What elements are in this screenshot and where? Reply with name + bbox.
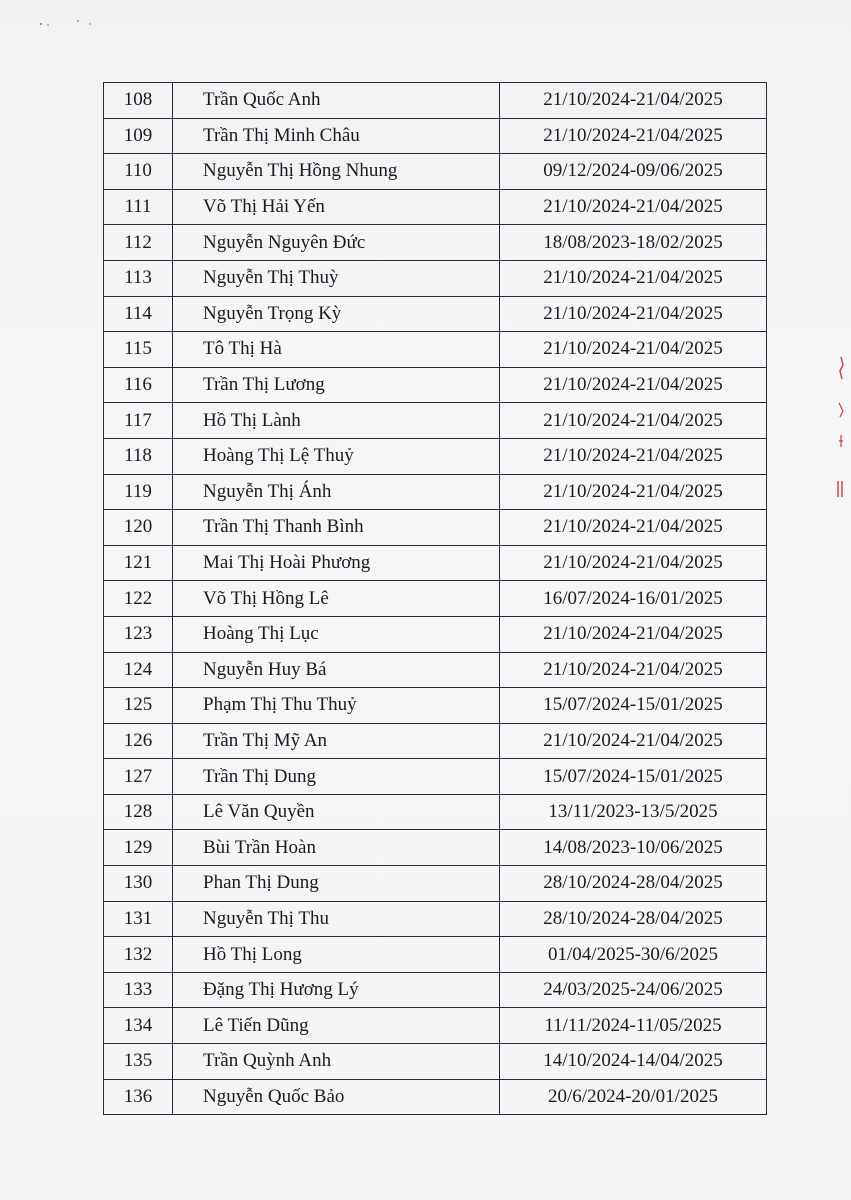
date-range-cell: 09/12/2024-09/06/2025 <box>500 154 767 190</box>
row-number-cell: 122 <box>104 581 173 617</box>
date-range-cell: 21/10/2024-21/04/2025 <box>500 652 767 688</box>
table-row <box>104 438 767 474</box>
date-range-cell: 21/10/2024-21/04/2025 <box>500 118 767 154</box>
person-name-cell: Trần Thị Mỹ An <box>173 723 500 759</box>
person-name-cell: Võ Thị Hồng Lê <box>173 581 500 617</box>
person-name-cell: Trần Thị Dung <box>173 759 500 795</box>
date-range-cell: 18/08/2023-18/02/2025 <box>500 225 767 261</box>
person-name-cell: Trần Thị Thanh Bình <box>173 510 500 546</box>
table-body <box>104 83 767 1115</box>
person-name-cell: Nguyễn Quốc Bảo <box>173 1079 500 1115</box>
person-name-cell: Bùi Trần Hoàn <box>173 830 500 866</box>
person-name-cell: Hoàng Thị Lục <box>173 616 500 652</box>
person-name-cell: Hồ Thị Lành <box>173 403 500 439</box>
row-number-cell: 110 <box>104 154 173 190</box>
table-row <box>104 723 767 759</box>
person-name-cell: Phan Thị Dung <box>173 866 500 902</box>
date-range-cell: 15/07/2024-15/01/2025 <box>500 759 767 795</box>
date-range-cell: 14/10/2024-14/04/2025 <box>500 1044 767 1080</box>
table-row <box>104 759 767 795</box>
row-number-cell: 120 <box>104 510 173 546</box>
row-number-cell: 124 <box>104 652 173 688</box>
table-row <box>104 688 767 724</box>
row-number-cell: 116 <box>104 367 173 403</box>
row-number-cell: 132 <box>104 937 173 973</box>
table-row <box>104 581 767 617</box>
date-range-cell: 01/04/2025-30/6/2025 <box>500 937 767 973</box>
person-name-cell: Nguyễn Nguyên Đức <box>173 225 500 261</box>
row-number-cell: 129 <box>104 830 173 866</box>
row-number-cell: 133 <box>104 972 173 1008</box>
row-number-cell: 112 <box>104 225 173 261</box>
date-range-cell: 16/07/2024-16/01/2025 <box>500 581 767 617</box>
date-range-cell: 11/11/2024-11/05/2025 <box>500 1008 767 1044</box>
person-name-cell: Nguyễn Thị Thu <box>173 901 500 937</box>
table-row <box>104 616 767 652</box>
table-row <box>104 403 767 439</box>
person-name-cell: Mai Thị Hoài Phương <box>173 545 500 581</box>
person-name-cell: Nguyễn Thị Hồng Nhung <box>173 154 500 190</box>
table-row <box>104 332 767 368</box>
row-number-cell: 118 <box>104 438 173 474</box>
person-name-cell: Tô Thị Hà <box>173 332 500 368</box>
table-row <box>104 972 767 1008</box>
row-number-cell: 114 <box>104 296 173 332</box>
row-number-cell: 109 <box>104 118 173 154</box>
table-row <box>104 118 767 154</box>
person-name-cell: Lê Văn Quyền <box>173 794 500 830</box>
table-row <box>104 510 767 546</box>
table-row <box>104 474 767 510</box>
date-range-cell: 21/10/2024-21/04/2025 <box>500 332 767 368</box>
row-number-cell: 127 <box>104 759 173 795</box>
date-range-cell: 21/10/2024-21/04/2025 <box>500 545 767 581</box>
date-range-cell: 21/10/2024-21/04/2025 <box>500 367 767 403</box>
table-row <box>104 260 767 296</box>
date-range-cell: 21/10/2024-21/04/2025 <box>500 723 767 759</box>
row-number-cell: 115 <box>104 332 173 368</box>
red-stamp-fragment <box>835 355 847 505</box>
person-name-cell: Nguyễn Thị Thuỳ <box>173 260 500 296</box>
date-range-cell: 21/10/2024-21/04/2025 <box>500 83 767 119</box>
table-row <box>104 1008 767 1044</box>
table-row <box>104 225 767 261</box>
date-range-cell: 14/08/2023-10/06/2025 <box>500 830 767 866</box>
person-name-cell: Phạm Thị Thu Thuỷ <box>173 688 500 724</box>
date-range-cell: 21/10/2024-21/04/2025 <box>500 403 767 439</box>
date-range-cell: 21/10/2024-21/04/2025 <box>500 260 767 296</box>
date-range-cell: 21/10/2024-21/04/2025 <box>500 296 767 332</box>
table-row <box>104 652 767 688</box>
row-number-cell: 119 <box>104 474 173 510</box>
person-name-cell: Đặng Thị Hương Lý <box>173 972 500 1008</box>
person-name-cell: Hoàng Thị Lệ Thuỷ <box>173 438 500 474</box>
table-row <box>104 830 767 866</box>
person-name-cell: Trần Quỳnh Anh <box>173 1044 500 1080</box>
row-number-cell: 126 <box>104 723 173 759</box>
date-range-cell: 21/10/2024-21/04/2025 <box>500 438 767 474</box>
person-name-cell: Trần Quốc Anh <box>173 83 500 119</box>
row-number-cell: 121 <box>104 545 173 581</box>
date-range-cell: 20/6/2024-20/01/2025 <box>500 1079 767 1115</box>
date-range-cell: 13/11/2023-13/5/2025 <box>500 794 767 830</box>
date-range-cell: 21/10/2024-21/04/2025 <box>500 616 767 652</box>
person-name-cell: Hồ Thị Long <box>173 937 500 973</box>
person-name-cell: Nguyễn Huy Bá <box>173 652 500 688</box>
row-number-cell: 134 <box>104 1008 173 1044</box>
scan-specks <box>38 18 98 28</box>
row-number-cell: 128 <box>104 794 173 830</box>
date-range-cell: 21/10/2024-21/04/2025 <box>500 510 767 546</box>
person-name-cell: Võ Thị Hải Yến <box>173 189 500 225</box>
table-row <box>104 545 767 581</box>
row-number-cell: 111 <box>104 189 173 225</box>
date-range-cell: 28/10/2024-28/04/2025 <box>500 866 767 902</box>
date-range-cell: 15/07/2024-15/01/2025 <box>500 688 767 724</box>
date-range-cell: 21/10/2024-21/04/2025 <box>500 474 767 510</box>
row-number-cell: 123 <box>104 616 173 652</box>
table-row <box>104 794 767 830</box>
document-table <box>103 82 733 1115</box>
table-row <box>104 296 767 332</box>
person-name-cell: Nguyễn Trọng Kỳ <box>173 296 500 332</box>
person-name-cell: Trần Thị Minh Châu <box>173 118 500 154</box>
person-name-cell: Nguyễn Thị Ánh <box>173 474 500 510</box>
person-name-cell: Lê Tiến Dũng <box>173 1008 500 1044</box>
row-number-cell: 113 <box>104 260 173 296</box>
row-number-cell: 136 <box>104 1079 173 1115</box>
date-range-cell: 28/10/2024-28/04/2025 <box>500 901 767 937</box>
name-period-table <box>103 82 767 1115</box>
row-number-cell: 135 <box>104 1044 173 1080</box>
row-number-cell: 131 <box>104 901 173 937</box>
table-row <box>104 1044 767 1080</box>
table-row <box>104 154 767 190</box>
row-number-cell: 130 <box>104 866 173 902</box>
table-row <box>104 937 767 973</box>
row-number-cell: 125 <box>104 688 173 724</box>
table-row <box>104 83 767 119</box>
table-row <box>104 866 767 902</box>
row-number-cell: 108 <box>104 83 173 119</box>
person-name-cell: Trần Thị Lương <box>173 367 500 403</box>
table-row <box>104 367 767 403</box>
date-range-cell: 21/10/2024-21/04/2025 <box>500 189 767 225</box>
row-number-cell: 117 <box>104 403 173 439</box>
table-row <box>104 189 767 225</box>
date-range-cell: 24/03/2025-24/06/2025 <box>500 972 767 1008</box>
table-row <box>104 1079 767 1115</box>
table-row <box>104 901 767 937</box>
